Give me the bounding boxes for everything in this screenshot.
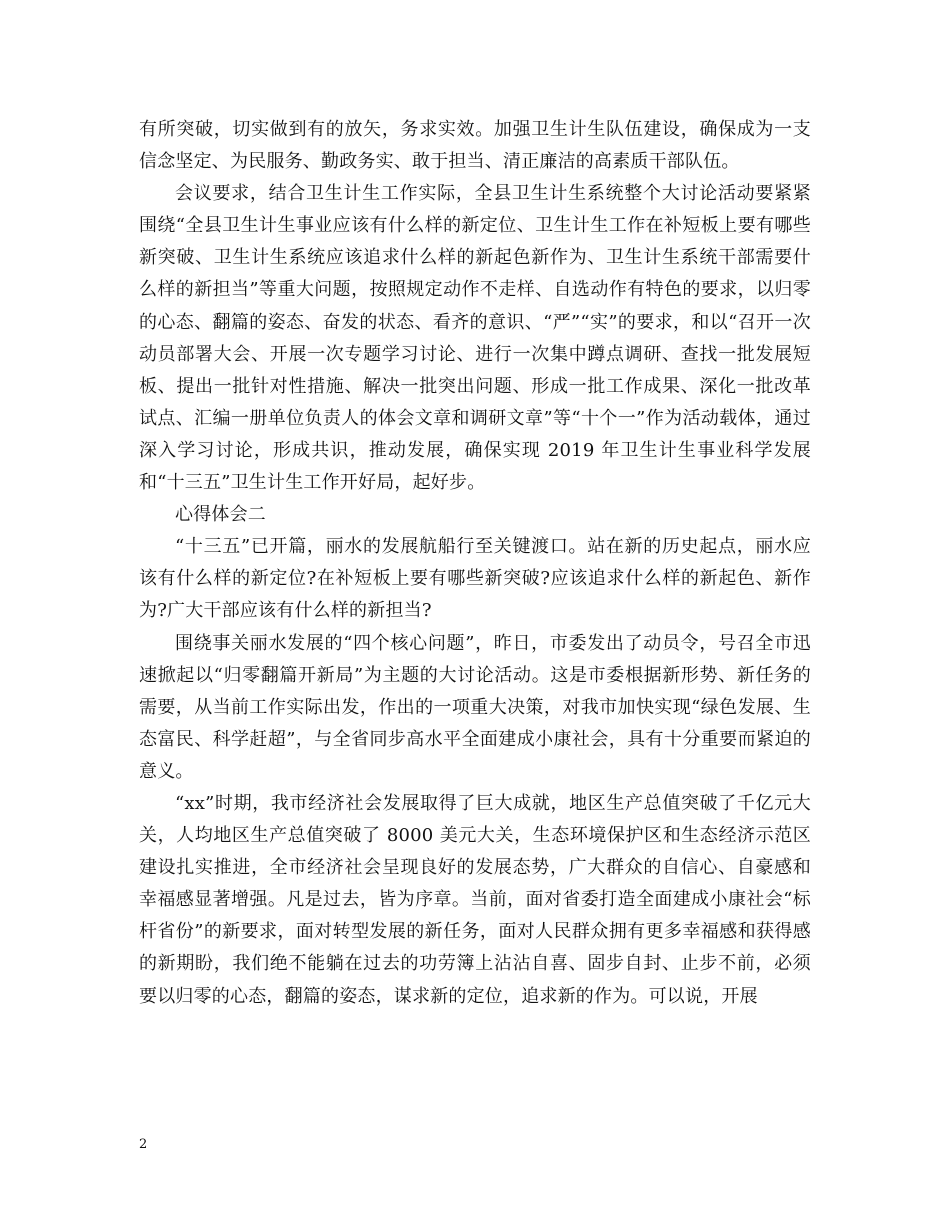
page-number: 2	[139, 1137, 148, 1152]
paragraph-2: 会议要求，结合卫生计生工作实际，全县卫生计生系统整个大讨论活动要紧紧围绕“全县卫生计生事业应该有什么样的新定位、卫生计生工作在补短板上要有哪些新突破、卫生计生系统应该追求什么样的新起色新作为、卫生计生系统干部需要什么样的新担当”等重大问题，按照规定动作不走样、自选动作有特色的要求，以归零的心态、翻篇的姿态、奋发的状态、看齐的意识、“严”“实”的要求，和以“召开一次动员部署大会、开展一次专题学习讨论、进行一次集中蹲点调研、查找一批发展短板、提出一批针对性措施、解决一批突出问题、形成一批工作成果、深化一批改革试点、汇编一册单位负责人的体会文章和调研文章”等“十个一”作为活动载体，通过深入学习讨论，形成共识，推动发展，确保实现 2019 年卫生计生事业科学发展和“十三五”卫生计生工作开好局，起好步。	[139, 183, 811, 494]
document-body	[139, 114, 811, 1013]
paragraph-3: “十三五”已开篇，丽水的发展航船行至关键渡口。站在新的历史起点，丽水应该有什么样的新定位?在补短板上要有哪些新突破?应该追求什么样的新起色、新作为?广大干部应该有什么样的新担当?	[139, 536, 811, 622]
paragraph-4: 围绕事关丽水发展的“四个核心问题”，昨日，市委发出了动员令，号召全市迅速掀起以“归零翻篇开新局”为主题的大讨论活动。这是市委根据新形势、新任务的需要，从当前工作实际出发，作出的一项重大决策，对我市加快实现“绿色发展、生态富民、科学赶超”，与全省同步高水平全面建成小康社会，具有十分重要而紧迫的意义。	[139, 632, 811, 782]
paragraph-5: “xx”时期，我市经济社会发展取得了巨大成就，地区生产总值突破了千亿元大关，人均地区生产总值突破了 8000 美元大关，生态环境保护区和生态经济示范区建设扎实推进，全市经济社会呈现良好的发展态势，广大群众的自信心、自豪感和幸福感显著增强。凡是过去，皆为序章。当前，面对省委打造全面建成小康社会“标杆省份”的新要求，面对转型发展的新任务，面对人民群众拥有更多幸福感和获得感的新期盼，我们绝不能躺在过去的功劳簿上沾沾自喜、固步自封、止步不前，必须要以归零的心态，翻篇的姿态，谋求新的定位，追求新的作为。可以说，开展	[139, 792, 811, 1007]
paragraph-1: 有所突破，切实做到有的放矢，务求实效。加强卫生计生队伍建设，确保成为一支信念坚定、为民服务、勤政务实、敢于担当、清正廉洁的高素质干部队伍。	[139, 119, 811, 173]
section-heading: 心得体会二	[175, 504, 266, 526]
